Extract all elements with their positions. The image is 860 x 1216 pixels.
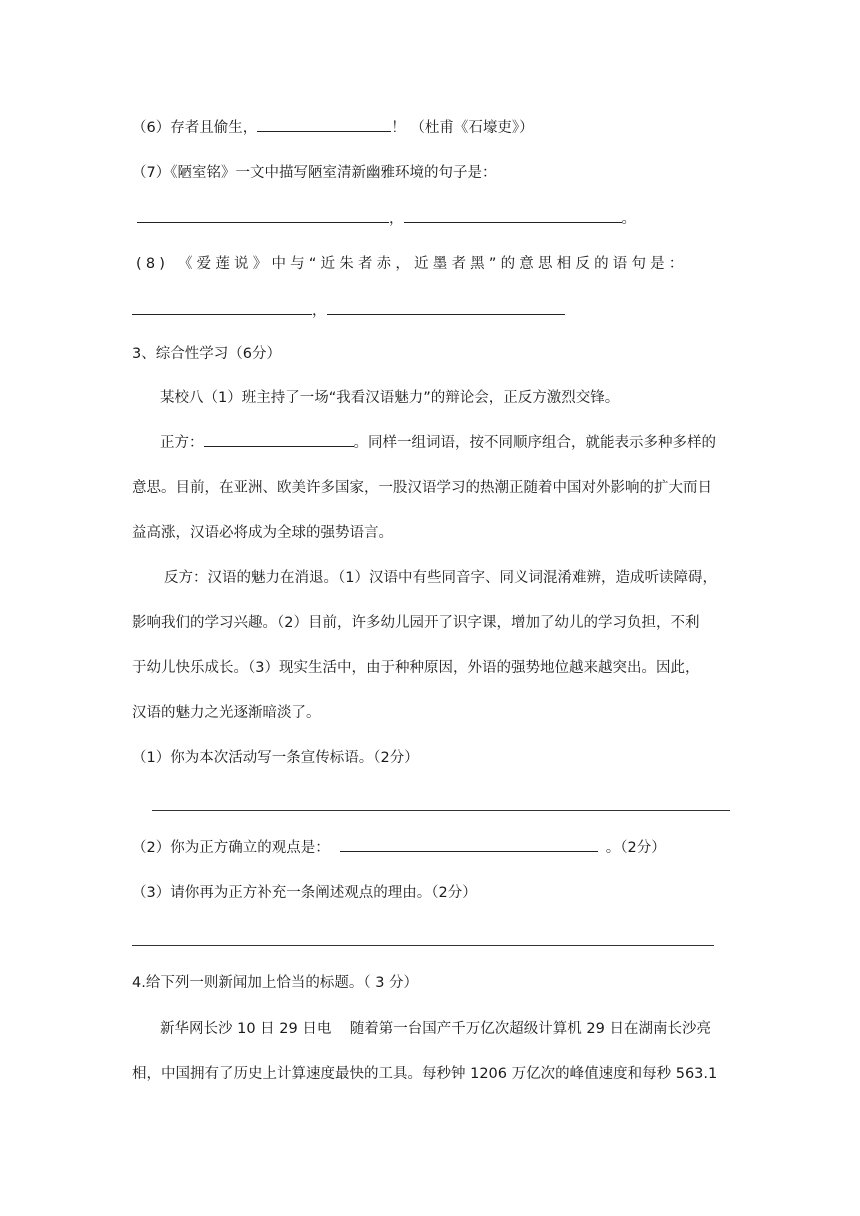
pro-rest: 。同样一组词语，按不同顺序组合，就能表示多种多样的 [353, 435, 716, 451]
section-4-title: 4.给下列一则新闻加上恰当的标题。（ 3 分） [132, 975, 419, 991]
q6-answer-blank[interactable] [257, 117, 391, 132]
q7-end: 。 [621, 211, 636, 227]
news-line-1: 新华网长沙 10 日 29 日电 随着第一台国产千万亿次超级计算机 29 日在湖南长沙亮 [160, 1021, 711, 1037]
sub2-suffix: 。（2分） [605, 840, 666, 856]
q8-separator: ， [312, 303, 327, 319]
q7-blank-2[interactable] [404, 208, 622, 223]
q7-separator: ， [389, 211, 404, 227]
pro-blank[interactable] [204, 432, 354, 447]
pro-line-1 [160, 432, 716, 454]
section-3-title: 3、综合性学习（6分） [132, 346, 281, 362]
q8-blank-1[interactable] [132, 300, 312, 315]
q8-answer-line [132, 300, 565, 322]
con-line-4: 汉语的魅力之光逐渐暗淡了。 [132, 705, 321, 721]
question-7: （7）《陋室铭》一文中描写陋室清新幽雅环境的句子是： [132, 165, 497, 181]
pro-line-2: 意思。目前，在亚洲、欧美许多国家，一股汉语学习的热潮正随着中国对外影响的扩大而日 [132, 480, 712, 496]
con-line-2: 影响我们的学习兴趣。（2）目前，许多幼儿园开了识字课，增加了幼儿的学习负担，不利 [132, 615, 700, 631]
q7-answer-line [137, 208, 636, 230]
sub3-answer-line[interactable] [132, 945, 714, 946]
q7-blank-1[interactable] [137, 208, 389, 223]
q8-blank-2[interactable] [327, 300, 565, 315]
pro-label: 正方： [160, 435, 204, 451]
question-6 [132, 117, 534, 139]
pro-line-3: 益高涨，汉语必将成为全球的强势语言。 [132, 525, 393, 541]
news-line-2: 相，中国拥有了历史上计算速度最快的工具。每秒钟 1206 万亿次的峰值速度和每秒 563.1 [132, 1066, 718, 1082]
q6-suffix: ！ （杜甫《石壕吏》） [391, 120, 534, 136]
sub-question-2 [132, 837, 666, 859]
q6-prefix: （6）存者且偷生， [132, 120, 258, 136]
con-line-3: 于幼儿快乐成长。（3）现实生活中，由于种种原因，外语的强势地位越来越突出。因此， [132, 660, 700, 676]
sub2-prefix: （2）你为正方确立的观点是： [132, 840, 330, 856]
section-3-intro: 某校八（1）班主持了一场“我看汉语魅力”的辩论会，正反方激烈交锋。 [160, 390, 620, 406]
question-8: (8) 《爱莲说》中与“近朱者赤，近墨者黑”的意思相反的语句是： [136, 256, 688, 272]
sub2-answer-blank[interactable] [340, 837, 598, 852]
sub1-answer-line[interactable] [152, 810, 730, 811]
sub-question-3: （3）请你再为正方补充一条阐述观点的理由。（2分） [132, 885, 477, 901]
con-line-1: 反方：汉语的魅力在消退。（1）汉语中有些同音字、同义词混淆难辨，造成听读障碍， [164, 570, 717, 586]
sub-question-1: （1）你为本次活动写一条宣传标语。（2分） [132, 750, 419, 766]
